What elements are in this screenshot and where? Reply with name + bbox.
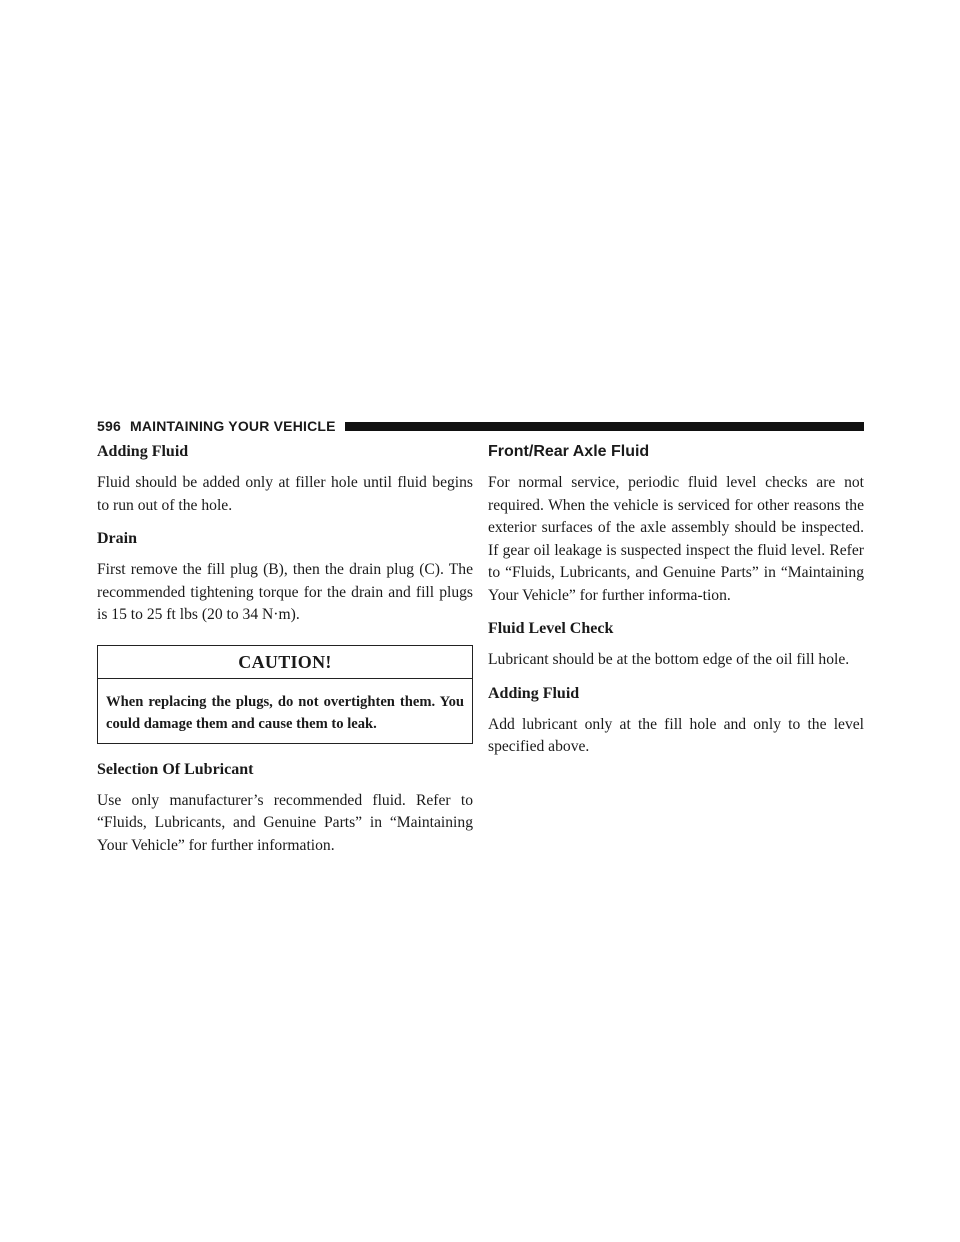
axle-fluid-paragraph: For normal service, periodic fluid level checks are not required. When the vehicle is serviced for other reasons the exterior surfaces of the axle assembly should be inspected. If gear oil leakage is suspected inspect the fluid level. Refer to “Fluids, Lubricants, and Genuine Parts” in “Maintaining Your Vehicle” for further informa-tion. — [488, 474, 864, 604]
adding-fluid-paragraph: Fluid should be added only at filler hole until fluid begins to run out of the hole. — [97, 474, 473, 514]
drain-heading: Drain — [97, 530, 137, 547]
lubricant-heading: Selection Of Lubricant — [97, 760, 254, 778]
adding-lubricant-paragraph: Add lubricant only at the fill hole and only to the level specified above. — [488, 715, 864, 755]
drain-paragraph: First remove the fill plug (B), then the drain plug (C). The recommended tightening torque for the drain and fill plugs is 15 to 25 ft lbs (20 to 34 N·m). — [97, 561, 473, 623]
fluid-level-heading: Fluid Level Check — [488, 620, 614, 637]
adding-fluid-heading: Adding Fluid — [97, 443, 189, 460]
header-rule — [345, 422, 864, 431]
right-column — [488, 442, 864, 771]
caution-title: CAUTION! — [98, 646, 472, 679]
page-number: 596 — [97, 418, 121, 434]
section-title: MAINTAINING YOUR VEHICLE — [129, 418, 336, 434]
caution-text: When replacing the plugs, do not overtighten them. You could damage them and cause them to leak. — [106, 693, 464, 732]
axle-fluid-heading: Front/Rear Axle Fluid — [488, 443, 650, 460]
left-column — [97, 442, 473, 869]
lubricant-paragraph: Use only manufacturer’s recommended fluid. Refer to “Fluids, Lubricants, and Genuine Parts” in “Maintaining Your Vehicle” for further information. — [97, 791, 473, 854]
caution-box — [97, 645, 473, 744]
adding-lubricant-heading: Adding Fluid — [488, 684, 580, 702]
page-header — [97, 414, 864, 438]
fluid-level-paragraph: Lubricant should be at the bottom edge of the oil fill hole. — [488, 651, 850, 668]
